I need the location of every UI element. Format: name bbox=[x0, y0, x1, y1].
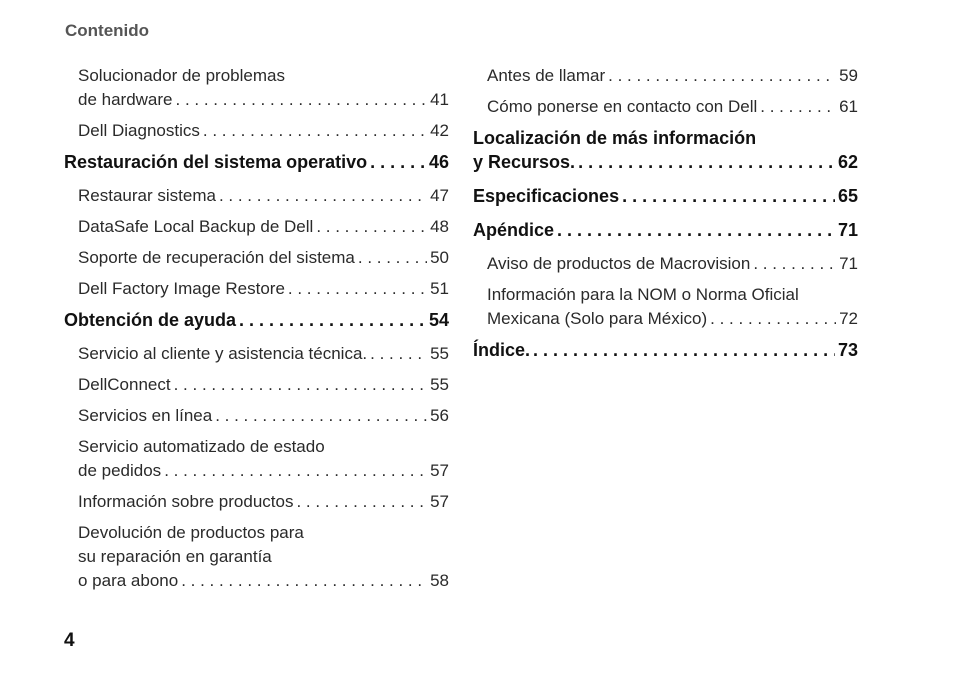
toc-page-number: 41 bbox=[430, 90, 449, 109]
toc-entry-title: de hardware bbox=[78, 90, 173, 109]
toc-section-entry[interactable] bbox=[64, 308, 449, 332]
toc-subsection-entry[interactable] bbox=[64, 342, 449, 366]
toc-section-entry[interactable] bbox=[64, 150, 449, 174]
dot-leader bbox=[358, 246, 427, 270]
toc-subsection-entry[interactable] bbox=[64, 373, 449, 397]
toc-page-number: 47 bbox=[430, 186, 449, 205]
toc-entry-title: Antes de llamar bbox=[487, 66, 606, 85]
toc-entry-title: y Recursos. bbox=[473, 152, 576, 172]
dot-leader bbox=[533, 338, 835, 362]
dot-leader bbox=[296, 490, 427, 514]
toc-subsection-entry[interactable] bbox=[473, 95, 858, 119]
toc-entry-title: Servicio al cliente y asistencia técnica. bbox=[78, 344, 368, 363]
toc-entry-title: de pedidos bbox=[78, 461, 162, 480]
dot-leader bbox=[288, 277, 427, 301]
toc-entry-title-line: su reparación en garantía bbox=[78, 547, 272, 566]
toc-subsection-entry[interactable] bbox=[64, 277, 449, 301]
toc-subsection-entry[interactable] bbox=[64, 521, 449, 593]
toc-page-number: 57 bbox=[430, 492, 449, 511]
toc-entry-title: Obtención de ayuda bbox=[64, 310, 237, 330]
toc-entry-title: Aviso de productos de Macrovision bbox=[487, 254, 751, 273]
toc-page-number: 48 bbox=[430, 217, 449, 236]
toc-entry-title: Servicios en línea bbox=[78, 406, 213, 425]
toc-section-entry[interactable] bbox=[473, 126, 858, 174]
toc-entry-title: Restaurar sistema bbox=[78, 186, 216, 205]
toc-entry-title: DellConnect bbox=[78, 375, 171, 394]
toc-page-number: 54 bbox=[428, 310, 449, 330]
toc-entry-title: Dell Diagnostics bbox=[78, 121, 200, 140]
toc-page-number: 72 bbox=[839, 309, 858, 328]
dot-leader bbox=[753, 252, 836, 276]
dot-leader bbox=[622, 184, 835, 208]
toc-page-number: 71 bbox=[837, 220, 858, 240]
toc-subsection-entry[interactable] bbox=[473, 64, 858, 88]
toc-page-number: 59 bbox=[839, 66, 858, 85]
dot-leader bbox=[176, 88, 428, 112]
dot-leader bbox=[164, 459, 427, 483]
toc-entry-title: Especificaciones bbox=[473, 186, 620, 206]
dot-leader bbox=[203, 119, 427, 143]
toc-entry-title: DataSafe Local Backup de Dell bbox=[78, 217, 314, 236]
toc-page-number: 65 bbox=[837, 186, 858, 206]
toc-subsection-entry[interactable] bbox=[64, 435, 449, 483]
toc-page-number: 55 bbox=[430, 375, 449, 394]
toc-page-number: 55 bbox=[430, 344, 449, 363]
toc-page-number: 57 bbox=[430, 461, 449, 480]
toc-page-number: 61 bbox=[839, 97, 858, 116]
toc-entry-title-line: Información para la NOM o Norma Oficial bbox=[487, 285, 799, 304]
toc-page-number: 56 bbox=[430, 406, 449, 425]
dot-leader bbox=[181, 569, 427, 593]
toc-entry-title-line: Devolución de productos para bbox=[78, 523, 304, 542]
page-number: 4 bbox=[64, 630, 75, 651]
toc-section-entry[interactable] bbox=[473, 338, 858, 362]
toc-entry-title: Mexicana (Solo para México) bbox=[487, 309, 708, 328]
toc-subsection-entry[interactable] bbox=[64, 64, 449, 112]
dot-leader bbox=[239, 308, 426, 332]
toc-subsection-entry[interactable] bbox=[64, 404, 449, 428]
toc-subsection-entry[interactable] bbox=[473, 283, 858, 331]
toc-subsection-entry[interactable] bbox=[64, 490, 449, 514]
dot-leader bbox=[316, 215, 427, 239]
toc-entry-title-line: Solucionador de problemas bbox=[78, 66, 285, 85]
toc-left-column bbox=[64, 64, 449, 600]
toc-page-number: 42 bbox=[430, 121, 449, 140]
dot-leader bbox=[219, 184, 427, 208]
toc-entry-title: Información sobre productos bbox=[78, 492, 294, 511]
toc-subsection-entry[interactable] bbox=[64, 246, 449, 270]
toc-subsection-entry[interactable] bbox=[473, 252, 858, 276]
toc-page-number: 51 bbox=[430, 279, 449, 298]
toc-subsection-entry[interactable] bbox=[64, 119, 449, 143]
toc-page-number: 58 bbox=[430, 571, 449, 590]
page-header: Contenido bbox=[65, 21, 150, 40]
toc-page-number: 62 bbox=[837, 152, 858, 172]
toc-page-number: 46 bbox=[428, 152, 449, 172]
toc-right-column bbox=[473, 64, 858, 372]
dot-leader bbox=[370, 150, 426, 174]
toc-page-number: 71 bbox=[839, 254, 858, 273]
dot-leader bbox=[578, 150, 835, 174]
toc-page-number: 73 bbox=[837, 340, 858, 360]
dot-leader bbox=[370, 342, 427, 366]
toc-entry-title: Restauración del sistema operativo bbox=[64, 152, 368, 172]
toc-entry-title: o para abono bbox=[78, 571, 179, 590]
toc-entry-title: Apéndice bbox=[473, 220, 555, 240]
toc-section-entry[interactable] bbox=[473, 184, 858, 208]
dot-leader bbox=[557, 218, 835, 242]
toc-entry-title-line: Servicio automatizado de estado bbox=[78, 437, 325, 456]
toc-section-entry[interactable] bbox=[473, 218, 858, 242]
toc-subsection-entry[interactable] bbox=[64, 184, 449, 208]
toc-entry-title: Cómo ponerse en contacto con Dell bbox=[487, 97, 758, 116]
dot-leader bbox=[760, 95, 836, 119]
toc-entry-title-line: Localización de más información bbox=[473, 128, 757, 148]
dot-leader bbox=[710, 307, 836, 331]
dot-leader bbox=[174, 373, 427, 397]
toc-entry-title: Soporte de recuperación del sistema bbox=[78, 248, 355, 267]
toc-entry-title: Índice. bbox=[473, 340, 531, 360]
dot-leader bbox=[608, 64, 836, 88]
toc-page-number: 50 bbox=[430, 248, 449, 267]
dot-leader bbox=[215, 404, 427, 428]
toc-subsection-entry[interactable] bbox=[64, 215, 449, 239]
toc-entry-title: Dell Factory Image Restore bbox=[78, 279, 285, 298]
